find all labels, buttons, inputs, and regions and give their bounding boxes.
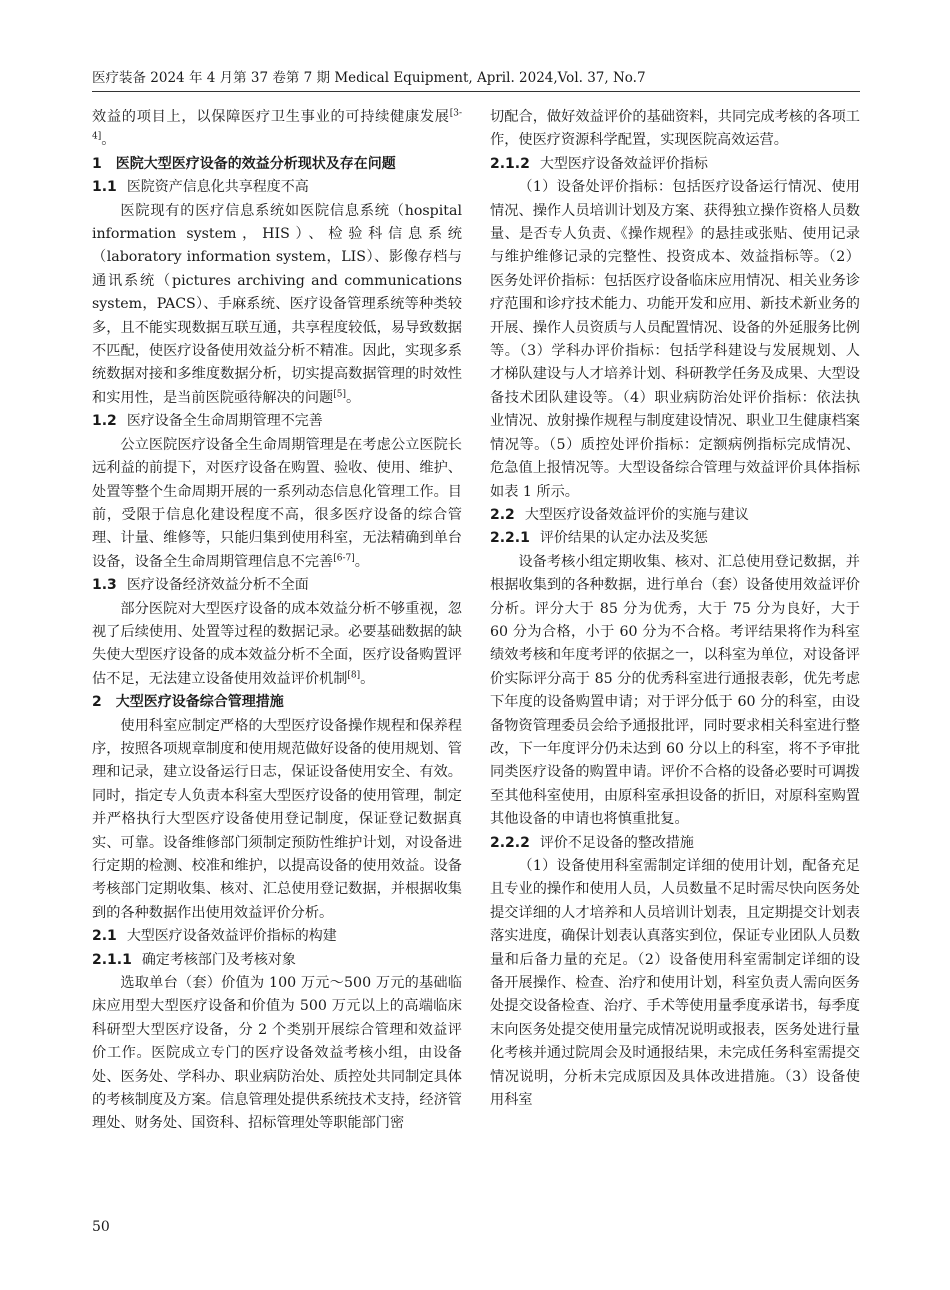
left-column	[92, 106, 462, 1136]
section-number: 2.1.1	[92, 951, 132, 968]
subsubsection-heading	[490, 832, 860, 855]
citation: [3-4]	[92, 108, 462, 142]
paragraph: （1）设备使用科室需制定详细的使用计划，配备充足且专业的操作和使用人员，人员数量不足时需尽快向医务处提交详细的人才培养和人员培训计划表，且定期提交计划表落实进度，确保计划表认真落实到位，保证专业团队人员数量和后备力量的充足。（2）设备使用科室需制定详细的设备开展操作、检查、治疗和使用计划，科室负责人需向医务处提交设备检查、治疗、手术等使用量季度承诺书，每季度末向医务处提交使用量完成情况说明或报表，医务处进行量化考核并通过院周会及时通报结果，未完成任务科室需提交情况说明，分析未完成原因及具体改进措施。（3）设备使用科室	[490, 858, 860, 1109]
section-number: 2.2.2	[490, 834, 530, 851]
paragraph: （1）设备处评价指标：包括医疗设备运行情况、使用情况、操作人员培训计划及方案、获得独立操作资格人员数量、是否专人负责、《操作规程》的悬挂或张贴、使用记录与维护维修记录的完整性、投资成本、效益指标等。（2）医务处评价指标：包括医疗设备临床应用情况、相关业务诊疗范围和诊疗技术能力、功能开发和应用、新技术新业务的开展、操作人员资质与人员配置情况、设备的外延服务比例等。（3）学科办评价指标：包括学科建设与发展规划、人才梯队建设与人才培养计划、科研教学任务及成果、大型设备技术团队建设等。（4）职业病防治处评价指标：依法执业情况、放射操作规程与制度建设情况、职业卫生健康档案情况等。（5）质控处评价指标：定额病例指标完成情况、危急值上报情况等。大型设备综合管理与效益评价具体指标如表 1 所示。	[490, 179, 860, 500]
section-title: 医院资产信息化共享程度不高	[126, 179, 309, 196]
subsection-heading	[92, 925, 462, 948]
paragraph: 使用科室应制定严格的大型医疗设备操作规程和保养程序，按照各项规章制度和使用规范做好设备的使用规划、管理和记录，建立设备运行日志，保证设备使用安全、有效。同时，指定专人负责本科室大型医疗设备的使用管理，制定并严格执行大型医疗设备使用登记制度，保证登记数据真实、可靠。设备维修部门须制定预防性维护计划，对设备进行定期的检测、校准和维护，以提高设备的使用效益。设备考核部门定期收集、核对、汇总使用登记数据，并根据收集到的各种数据作出使用效益评价分析。	[92, 717, 462, 921]
paragraph: 选取单台（套）价值为 100 万元～500 万元的基础临床应用型大型医疗设备和价值为 500 万元以上的高端临床科研型大型医疗设备，分 2 个类别开展综合管理和效益评价工作。医院成立专门的医疗设备效益考核小组，由设备处、医务处、学科办、职业病防治处、质控处共同制定具体的考核制度及方案。信息管理处提供系统技术支持，经济管理处、财务处、国资科、招标管理处等职能部门密	[92, 975, 462, 1132]
paragraph-text: 公立医院医疗设备全生命周期管理是在考虑公立医院长远利益的前提下，对医疗设备在购置、验收、使用、维护、处置等整个生命周期开展的一系列动态信息化管理工作。目前，受限于信息化建设程度不高，很多医疗设备的综合管理、计量、维修等，只能归集到使用科室，无法精确到单台设备，设备全生命周期管理信息不完善	[92, 436, 462, 570]
section-number: 2.2.1	[490, 530, 530, 547]
citation: [8]	[347, 670, 361, 681]
paragraph-end: 。	[354, 553, 369, 570]
subsubsection-heading	[490, 153, 860, 176]
section-title: 医疗设备全生命周期管理不完善	[126, 413, 323, 430]
section-number: 2.2	[490, 506, 515, 523]
section-number: 2.1	[92, 928, 117, 945]
section-number: 1.2	[92, 413, 117, 430]
paragraph-text: 医院现有的医疗信息系统如医院信息系统（hospital information system，HIS）、检验科信息系统（laboratory information system，LIS）、影像存档与通讯系统（pictures archiving and communications system，PACS）、手麻系统、医疗设备管理系统等种类较多，且不能实现数据互联互通，共享程度较低，易导致数据不匹配，使医疗设备使用效益分析不精准。因此，实现多系统数据对接和多维度数据分析，切实提高数据管理的时效性和实用性，是当前医院亟待解决的问题	[92, 202, 462, 406]
section-number: 1.3	[92, 577, 117, 594]
running-header: 医疗装备 2024 年 4 月第 37 卷第 7 期 Medical Equipment, April. 2024,Vol. 37, No.7	[92, 66, 860, 92]
paragraph-text: 效益的项目上，以保障医疗卫生事业的可持续健康发展	[92, 109, 450, 125]
paragraph-text: 部分医院对大型医疗设备的成本效益分析不够重视，忽视了后续使用、处置等过程的数据记录。必要基础数据的缺失使大型医疗设备的成本效益分析不全面，医疗设备购置评估不足，无法建立设备使用效益评价机制	[92, 600, 462, 687]
section-title: 评价结果的认定办法及奖惩	[539, 530, 708, 547]
citation: [6-7]	[333, 552, 355, 563]
paragraph: 设备考核小组定期收集、核对、汇总使用登记数据，并根据收集到的各种数据，进行单台（套）设备使用效益评价分析。评分大于 85 分为优秀，大于 75 分为良好，大于 60 分为合格，小于 60 分为不合格。考评结果将作为科室绩效考核和年度考评的依据之一，以科室为单位，对设备评价实际评分高于 85 分的优秀科室进行通报表彰，优先考虑下年度的设备购置申请；对于评分低于 60 分的科室，由设备物资管理委员会给予通报批评，同时要求相关科室进行整改，下一年度评分仍未达到 60 分以上的科室，将不予审批同类医疗设备的购置申请。评价不合格的设备必要时可调拨至其他科室使用，由原科室承担设备的折旧，对原科室购置其他设备的申请也将慎重批复。	[490, 553, 860, 828]
paragraph	[92, 106, 462, 153]
subsubsection-heading	[92, 949, 462, 972]
section-title: 评价不足设备的整改措施	[539, 834, 694, 851]
section-number: 1.1	[92, 179, 117, 196]
subsection-heading	[92, 574, 462, 597]
section-title: 大型医疗设备效益评价指标	[539, 155, 708, 172]
section-heading: 2 大型医疗设备综合管理措施	[92, 694, 284, 711]
subsection-heading	[490, 504, 860, 527]
subsubsection-heading	[490, 527, 860, 550]
section-title: 大型医疗设备效益评价指标的构建	[126, 928, 337, 945]
paragraph	[92, 200, 462, 411]
subsection-heading	[92, 176, 462, 199]
section-number: 2.1.2	[490, 155, 530, 172]
section-title: 医疗设备经济效益分析不全面	[126, 577, 309, 594]
paragraph-end: 。	[360, 670, 375, 687]
citation: [5]	[333, 389, 346, 400]
paragraph	[92, 598, 462, 692]
paragraph	[92, 434, 462, 574]
section-title: 大型医疗设备效益评价的实施与建议	[524, 506, 749, 523]
page-number: 50	[92, 1219, 110, 1235]
paragraph-end: 。	[345, 389, 361, 406]
paragraph-end: 。	[101, 132, 116, 149]
right-column	[490, 106, 860, 1112]
subsection-heading	[92, 410, 462, 433]
paragraph: 切配合，做好效益评价的基础资料，共同完成考核的各项工作，使医疗资源科学配置，实现医院高效运营。	[490, 109, 860, 149]
section-heading: 1 医院大型医疗设备的效益分析现状及存在问题	[92, 155, 396, 172]
section-title: 确定考核部门及考核对象	[141, 951, 296, 968]
